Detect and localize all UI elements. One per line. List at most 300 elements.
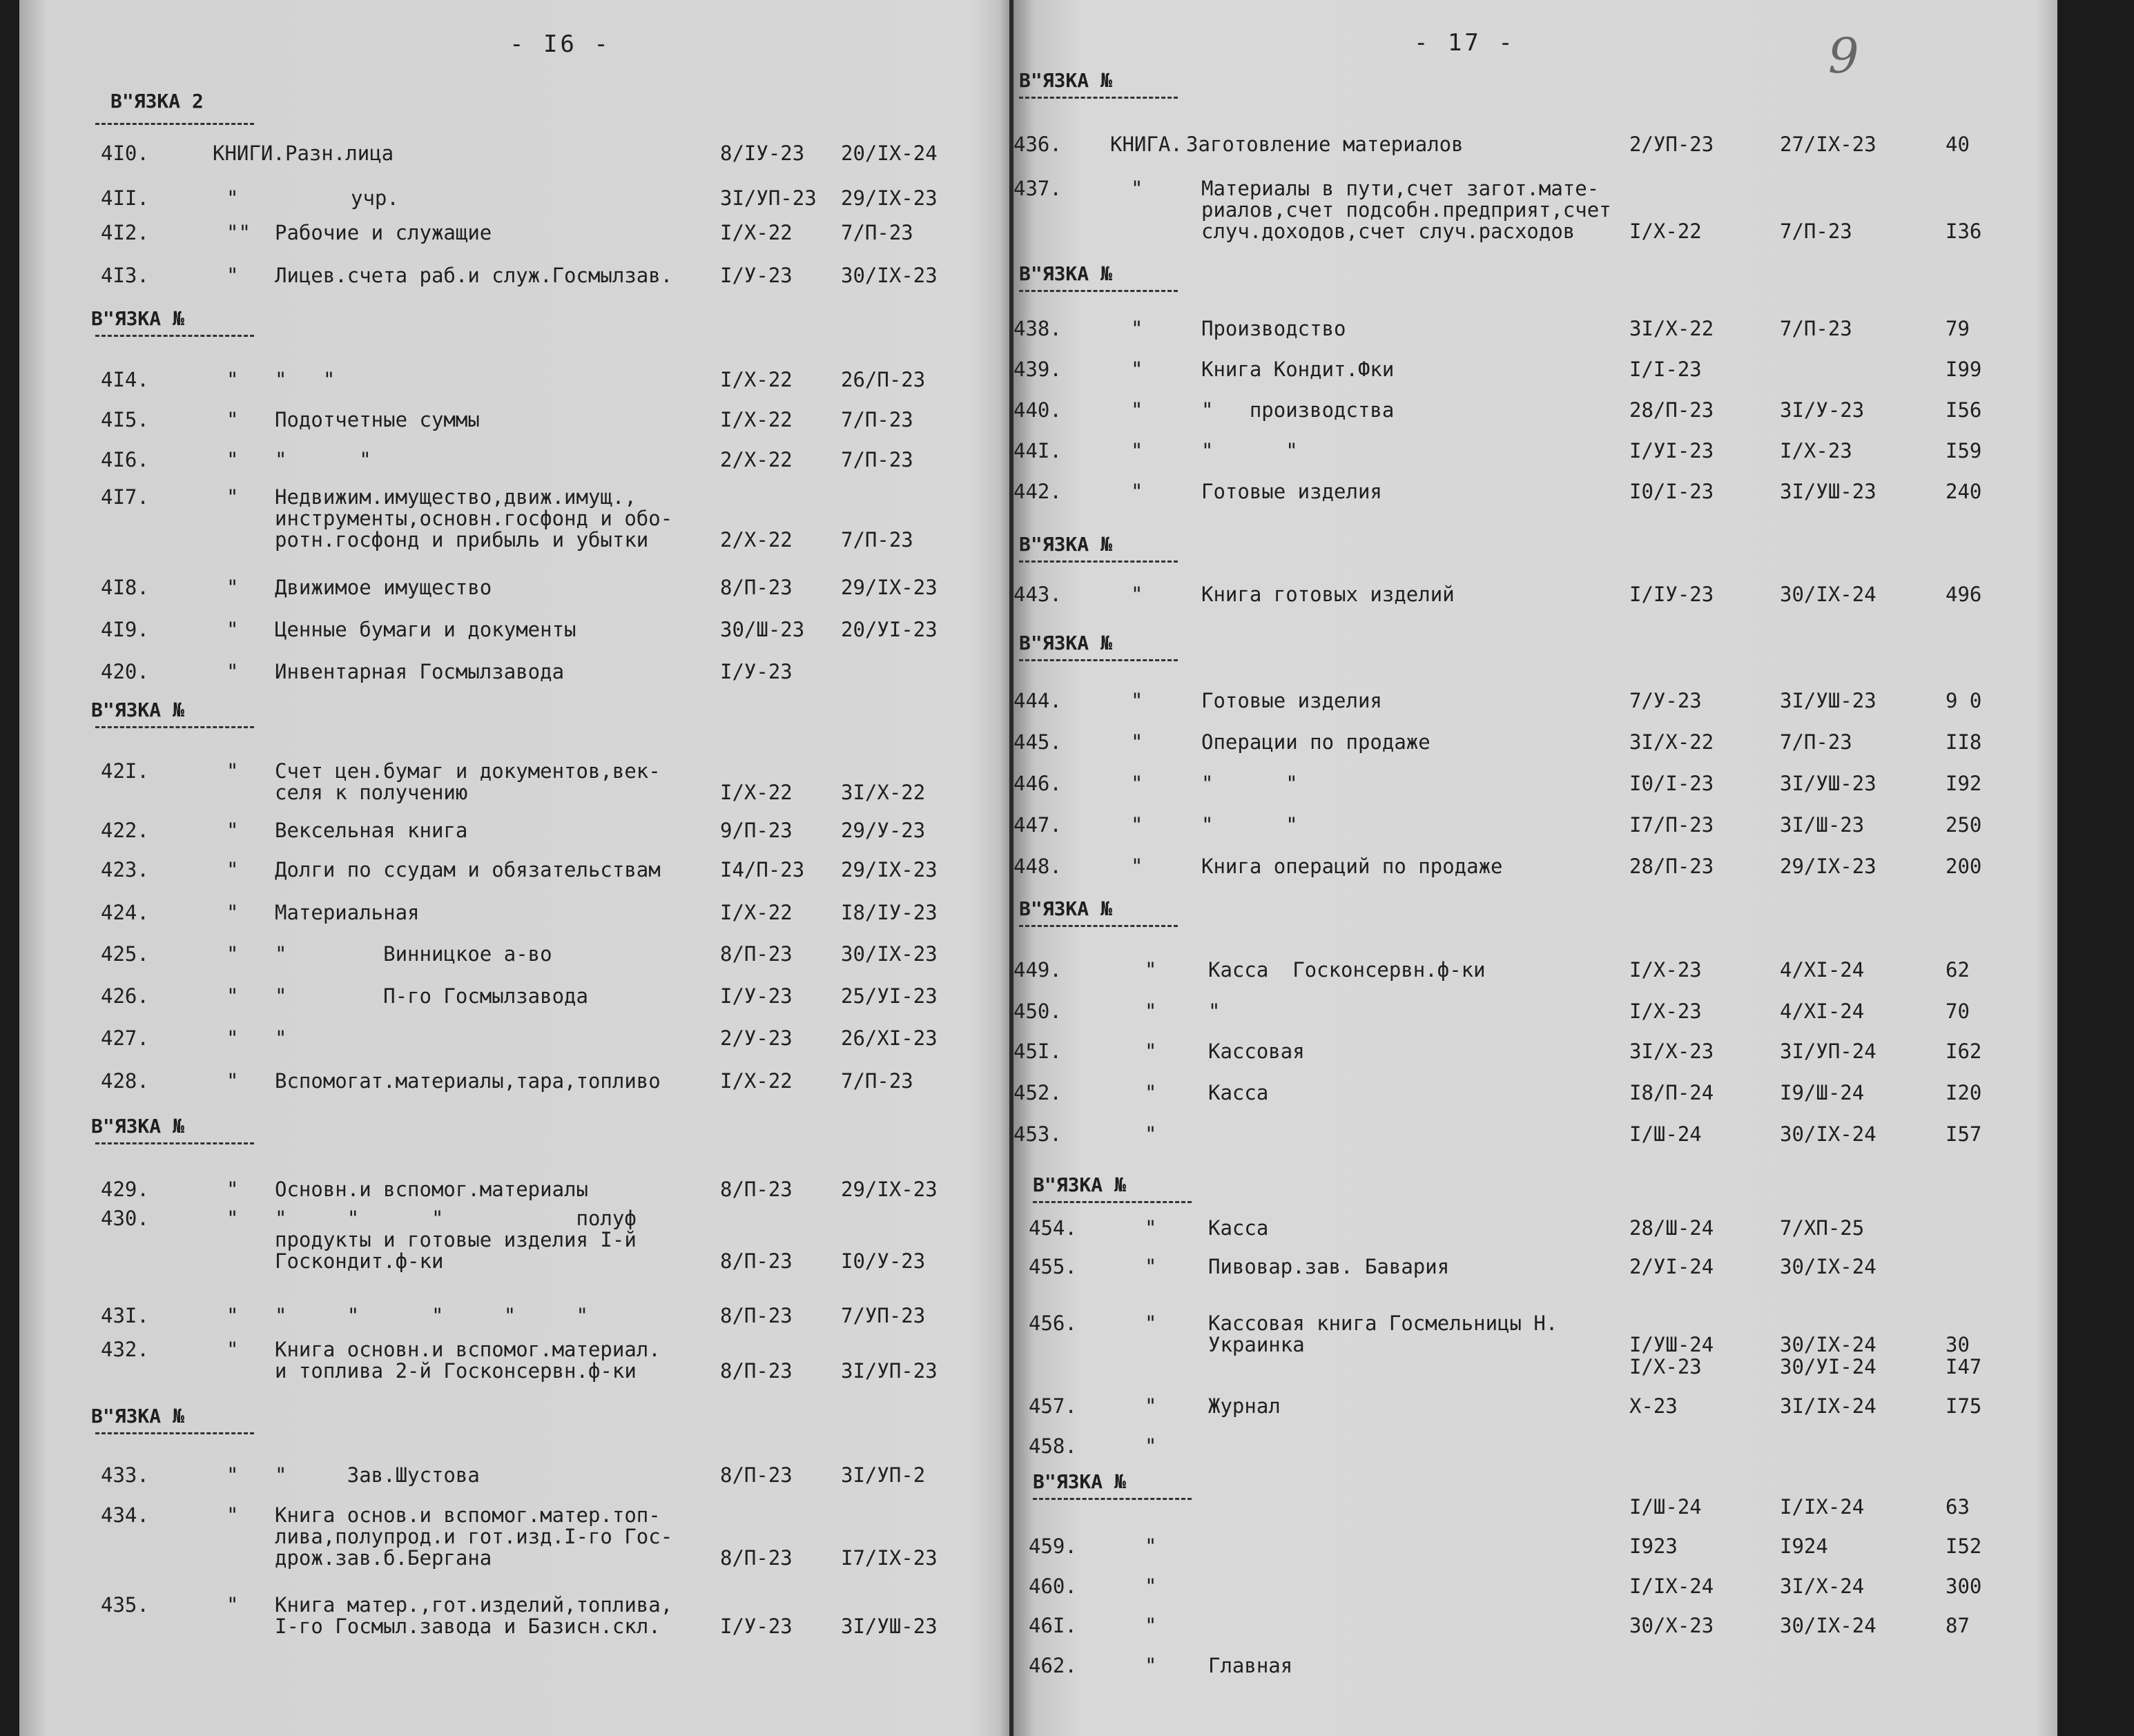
row-start-date: I/Ш-24 xyxy=(1629,1495,1702,1519)
row-number: 458. xyxy=(1029,1434,1077,1458)
row-mark: " xyxy=(226,1304,239,1327)
row-end-date: 4/XI-24 xyxy=(1780,999,1865,1023)
section-rule xyxy=(95,1142,254,1144)
row-mark: " xyxy=(1131,730,1143,754)
row-number: 4I3. xyxy=(101,264,149,287)
row-sheet-count: II8 xyxy=(1946,730,1982,754)
row-mark: " xyxy=(226,576,239,599)
row-end-date: 29/У-23 xyxy=(841,819,926,842)
row-title: " " xyxy=(275,448,371,471)
row-start-date: 2/У-23 xyxy=(720,1026,793,1050)
row-mark: " xyxy=(1145,1216,1157,1240)
row-number: 4I8. xyxy=(101,576,149,599)
bundle-header: В"ЯЗКА № xyxy=(91,699,184,721)
row-start-date: 8/П-23 xyxy=(720,1178,793,1201)
row-title: Рабочие и служащие xyxy=(275,221,492,244)
left-page xyxy=(19,0,1013,1736)
row-start-date: I/X-23 xyxy=(1629,958,1702,982)
row-sheet-count: 63 xyxy=(1946,1495,1970,1519)
row-mark: " xyxy=(1131,583,1143,606)
row-end-date: 20/УI-23 xyxy=(841,618,938,641)
row-end-date: 30/IX-24 xyxy=(1780,1122,1876,1146)
row-start-date: I0/I-23 xyxy=(1629,480,1714,503)
row-end-date: I924 xyxy=(1780,1534,1828,1558)
row-start-date: I4/П-23 xyxy=(720,858,805,881)
row-title: Лицев.счета раб.и служ.Госмылзав. xyxy=(275,264,673,287)
row-start-date: 2/X-22 xyxy=(720,528,793,552)
right-page xyxy=(1013,0,2057,1736)
row-end-date: 30/IX-23 xyxy=(841,942,938,966)
row-number: 4I0. xyxy=(101,142,149,165)
row-start-date: I/X-22 xyxy=(1629,220,1702,243)
row-number: 4I5. xyxy=(101,408,149,431)
row-number: 433. xyxy=(101,1463,149,1487)
section-rule xyxy=(95,1432,254,1434)
row-number: 454. xyxy=(1029,1216,1077,1240)
row-number: 43I. xyxy=(101,1304,149,1327)
row-mark: " xyxy=(226,1178,239,1201)
row-number: 462. xyxy=(1029,1654,1077,1677)
row-title: Касса Госконсервн.ф-ки xyxy=(1208,958,1486,982)
row-mark: " xyxy=(1145,1255,1157,1278)
row-number: 432. xyxy=(101,1338,149,1361)
row-end-date: 20/IX-24 xyxy=(841,142,938,165)
right-page-number: - 17 - xyxy=(1414,29,1515,57)
row-end-date: 3I/IX-24 xyxy=(1780,1394,1876,1418)
row-mark: " xyxy=(226,618,239,641)
row-mark: " xyxy=(226,858,239,881)
row-start-date: 7/У-23 xyxy=(1629,689,1702,712)
row-start-date: I/Ш-24 xyxy=(1629,1122,1702,1146)
row-sheet-count: I59 xyxy=(1946,439,1982,462)
row-title: " " xyxy=(275,368,336,391)
row-sheet-count: I20 xyxy=(1946,1081,1982,1104)
bundle-header: В"ЯЗКА № xyxy=(1033,1173,1126,1196)
section-rule xyxy=(95,726,254,728)
row-number: 460. xyxy=(1029,1574,1077,1598)
row-mark: " xyxy=(226,942,239,966)
row-start-date: I/У-23 xyxy=(720,660,793,683)
row-start-date: I8/П-24 xyxy=(1629,1081,1714,1104)
row-mark: " xyxy=(226,759,239,783)
row-mark: " xyxy=(226,186,239,210)
row-end-date: 7/П-23 xyxy=(841,408,913,431)
row-title: Основн.и вспомог.материалы xyxy=(275,1178,588,1201)
row-start-date: I/X-22 xyxy=(720,221,793,244)
row-end-date: 7/П-23 xyxy=(841,448,913,471)
row-start-date: I7/П-23 xyxy=(1629,813,1714,837)
row-title: Производство xyxy=(1201,317,1346,340)
row-number: 422. xyxy=(101,819,149,842)
row-sheet-count: 250 xyxy=(1946,813,1982,837)
row-start-date: I/У-23 xyxy=(720,264,793,287)
row-number: 449. xyxy=(1013,958,1062,982)
row-sheet-count: 9 0 xyxy=(1946,689,1982,712)
row-title: Операции по продаже xyxy=(1201,730,1430,754)
row-title: Материальная xyxy=(275,901,420,924)
bundle-header: В"ЯЗКА № xyxy=(1033,1470,1126,1493)
row-title: " " xyxy=(1201,439,1298,462)
row-number: 455. xyxy=(1029,1255,1077,1278)
row-number: 459. xyxy=(1029,1534,1077,1558)
row-title: " производства xyxy=(1201,398,1395,422)
row-end-date: 29/IX-23 xyxy=(841,186,938,210)
row-mark: " xyxy=(1145,1614,1157,1637)
row-number: 428. xyxy=(101,1069,149,1093)
row-start-date: 3I/X-22 xyxy=(1629,730,1714,754)
row-start-date: 3I/X-23 xyxy=(1629,1040,1714,1063)
row-title: Книга операций по продаже xyxy=(1201,855,1503,878)
row-title: Касса xyxy=(1208,1081,1269,1104)
row-mark: " xyxy=(226,819,239,842)
row-sheet-count: I92 xyxy=(1946,772,1982,795)
row-mark: КНИГА. xyxy=(1110,133,1183,156)
row-number: 427. xyxy=(101,1026,149,1050)
row-start-date: I/УI-23 xyxy=(1629,439,1714,462)
row-start-date: 30/Ш-23 xyxy=(720,618,805,641)
row-sheet-count: I47 xyxy=(1946,1355,1982,1378)
section-rule xyxy=(1019,659,1178,661)
row-end-date: 25/УI-23 xyxy=(841,984,938,1008)
row-mark: " xyxy=(1145,1122,1157,1146)
row-end-date: 3I/УШ-23 xyxy=(1780,772,1876,795)
row-number: 4I2. xyxy=(101,221,149,244)
row-title: " П-го Госмылзавода xyxy=(275,984,588,1008)
row-end-date: 30/IX-24 xyxy=(1780,1333,1876,1356)
bundle-header: В"ЯЗКА № xyxy=(1019,897,1112,920)
row-title: Книга матер.,гот.изделий,топлива, I-го Госмыл.завода и Базисн.скл. xyxy=(275,1593,673,1638)
row-end-date: 7/XП-25 xyxy=(1780,1216,1865,1240)
row-start-date: 2/X-22 xyxy=(720,448,793,471)
section-rule xyxy=(1019,97,1178,99)
section-rule xyxy=(95,335,254,337)
row-mark: " xyxy=(1145,1311,1157,1335)
row-mark: " xyxy=(226,984,239,1008)
row-start-date: I/УШ-24 xyxy=(1629,1333,1714,1356)
row-number: 426. xyxy=(101,984,149,1008)
row-mark: " xyxy=(226,408,239,431)
row-number: 4I6. xyxy=(101,448,149,471)
row-number: 420. xyxy=(101,660,149,683)
row-title: Вексельная книга xyxy=(275,819,468,842)
row-sheet-count: I75 xyxy=(1946,1394,1982,1418)
row-mark: "" xyxy=(226,221,251,244)
row-number: 42I. xyxy=(101,759,149,783)
row-mark: " xyxy=(1145,1654,1157,1677)
row-number: 448. xyxy=(1013,855,1062,878)
section-rule xyxy=(1019,560,1178,563)
row-number: 445. xyxy=(1013,730,1062,754)
row-sheet-count: I57 xyxy=(1946,1122,1982,1146)
row-mark: " xyxy=(1131,772,1143,795)
row-number: 447. xyxy=(1013,813,1062,837)
row-number: 438. xyxy=(1013,317,1062,340)
row-end-date: 30/IX-24 xyxy=(1780,1614,1876,1637)
row-sheet-count: I56 xyxy=(1946,398,1982,422)
row-number: 425. xyxy=(101,942,149,966)
row-number: 444. xyxy=(1013,689,1062,712)
left-page-number: - I6 - xyxy=(510,30,611,58)
row-end-date: 3I/УШ-23 xyxy=(1780,689,1876,712)
row-mark: " xyxy=(1131,480,1143,503)
row-end-date: I9/Ш-24 xyxy=(1780,1081,1865,1104)
row-number: 452. xyxy=(1013,1081,1062,1104)
row-start-date: 28/П-23 xyxy=(1629,398,1714,422)
row-start-date: I/У-23 xyxy=(720,984,793,1008)
row-start-date: 8/П-23 xyxy=(720,1359,793,1383)
row-number: 442. xyxy=(1013,480,1062,503)
row-title: Пивовар.зав. Бавария xyxy=(1208,1255,1450,1278)
row-mark: " xyxy=(1131,813,1143,837)
row-end-date: I/IX-24 xyxy=(1780,1495,1865,1519)
row-number: 424. xyxy=(101,901,149,924)
row-mark: " xyxy=(226,264,239,287)
row-number: 440. xyxy=(1013,398,1062,422)
row-mark: " xyxy=(226,448,239,471)
row-end-date: 3I/УШ-23 xyxy=(841,1615,938,1638)
row-title: " Винницкое а-во xyxy=(275,942,552,966)
row-start-date: I/IУ-23 xyxy=(1629,583,1714,606)
row-end-date: 3I/УШ-23 xyxy=(1780,480,1876,503)
bundle-header: В"ЯЗКА № xyxy=(91,1405,184,1427)
row-mark: " xyxy=(226,368,239,391)
row-title: Заготовление материалов xyxy=(1186,133,1464,156)
row-number: 453. xyxy=(1013,1122,1062,1146)
row-start-date: I/X-23 xyxy=(1629,1355,1702,1378)
row-number: 436. xyxy=(1013,133,1062,156)
row-start-date: 8/IУ-23 xyxy=(720,142,805,165)
row-sheet-count: 300 xyxy=(1946,1574,1982,1598)
bundle-header: В"ЯЗКА № xyxy=(1019,262,1112,285)
row-sheet-count: 30 xyxy=(1946,1333,1970,1356)
row-sheet-count: 79 xyxy=(1946,317,1970,340)
bundle-header: В"ЯЗКА № xyxy=(1019,632,1112,654)
row-start-date: 8/П-23 xyxy=(720,1463,793,1487)
row-title: Книга основн.и вспомог.материал. и топлива 2-й Госконсервн.ф-ки xyxy=(275,1338,661,1383)
row-mark: " xyxy=(1145,1574,1157,1598)
row-end-date: 7/П-23 xyxy=(841,528,913,552)
row-start-date: 28/Ш-24 xyxy=(1629,1216,1714,1240)
row-end-date: 3I/Ш-23 xyxy=(1780,813,1865,837)
row-sheet-count: 87 xyxy=(1946,1614,1970,1637)
section-rule xyxy=(1033,1498,1192,1500)
row-mark: " xyxy=(1145,1434,1157,1458)
row-end-date: 3I/УП-23 xyxy=(841,1359,938,1383)
row-end-date: I/X-23 xyxy=(1780,439,1852,462)
row-start-date: 8/П-23 xyxy=(720,1249,793,1273)
row-sheet-count: I36 xyxy=(1946,220,1982,243)
row-end-date: 4/XI-24 xyxy=(1780,958,1865,982)
row-mark: " xyxy=(1131,177,1143,200)
row-start-date: 30/X-23 xyxy=(1629,1614,1714,1637)
row-title: Журнал xyxy=(1208,1394,1281,1418)
row-number: 446. xyxy=(1013,772,1062,795)
section-rule xyxy=(95,123,254,125)
row-start-date: 8/П-23 xyxy=(720,576,793,599)
row-mark: " xyxy=(226,1026,239,1050)
row-number: 4I7. xyxy=(101,485,149,509)
row-end-date: I7/IX-23 xyxy=(841,1546,938,1570)
row-title: " " xyxy=(1201,813,1298,837)
row-start-date: I/X-22 xyxy=(720,408,793,431)
bundle-header: В"ЯЗКА № xyxy=(1019,533,1112,556)
row-mark: " xyxy=(1145,1534,1157,1558)
row-number: 4I9. xyxy=(101,618,149,641)
row-number: 4II. xyxy=(101,186,149,210)
row-title: " " " " " xyxy=(275,1304,588,1327)
row-end-date: 3I/X-22 xyxy=(841,781,926,804)
row-mark: " xyxy=(1145,999,1157,1023)
row-number: 443. xyxy=(1013,583,1062,606)
row-title: " " " полуф продукты и готовые изделия I-й Госкондит.ф-ки xyxy=(275,1207,637,1273)
row-start-date: I0/I-23 xyxy=(1629,772,1714,795)
row-start-date: I/X-22 xyxy=(720,901,793,924)
row-title: Подотчетные суммы xyxy=(275,408,480,431)
row-start-date: 3I/УП-23 xyxy=(720,186,817,210)
row-mark: " xyxy=(1131,398,1143,422)
row-end-date: 3I/УП-24 xyxy=(1780,1040,1876,1063)
row-title: Вспомогат.материалы,тара,топливо xyxy=(275,1069,661,1093)
row-title: " xyxy=(1208,999,1221,1023)
bundle-header: В"ЯЗКА № xyxy=(91,307,184,330)
row-mark: " xyxy=(1145,1394,1157,1418)
row-end-date: 7/П-23 xyxy=(841,221,913,244)
row-mark: " xyxy=(1131,439,1143,462)
row-number: 435. xyxy=(101,1593,149,1617)
row-title: Кассовая xyxy=(1208,1040,1305,1063)
row-end-date: I0/У-23 xyxy=(841,1249,926,1273)
row-start-date: I/I-23 xyxy=(1629,358,1702,381)
row-title: Долги по ссудам и обязательствам xyxy=(275,858,661,881)
row-number: 450. xyxy=(1013,999,1062,1023)
row-end-date: 26/XI-23 xyxy=(841,1026,938,1050)
row-end-date: 29/IX-23 xyxy=(841,858,938,881)
row-title: Материалы в пути,счет загот.мате- риалов,счет подсобн.предприят,счет случ.доходов,счет случ.расходов xyxy=(1201,177,1611,243)
row-mark: " xyxy=(226,485,239,509)
row-sheet-count: 200 xyxy=(1946,855,1982,878)
row-title: Книга готовых изделий xyxy=(1201,583,1455,606)
row-title: Движимое имущество xyxy=(275,576,492,599)
row-title: Книга Кондит.Фки xyxy=(1201,358,1395,381)
row-start-date: I/X-22 xyxy=(720,368,793,391)
bundle-header: В"ЯЗКА № xyxy=(1019,69,1112,92)
row-end-date: 30/IX-24 xyxy=(1780,1255,1876,1278)
row-mark: " xyxy=(1131,317,1143,340)
row-mark: " xyxy=(226,1593,239,1617)
section-rule xyxy=(1019,925,1178,927)
row-end-date: 7/УП-23 xyxy=(841,1304,926,1327)
row-number: 4I4. xyxy=(101,368,149,391)
row-title: Ценные бумаги и документы xyxy=(275,618,576,641)
row-title: Готовые изделия xyxy=(1201,480,1382,503)
bundle-header: В"ЯЗКА № xyxy=(91,1115,184,1138)
row-end-date: 7/П-23 xyxy=(1780,317,1852,340)
row-mark: " xyxy=(1131,689,1143,712)
row-title: Разн.лица xyxy=(285,142,394,165)
row-sheet-count: 62 xyxy=(1946,958,1970,982)
row-number: 45I. xyxy=(1013,1040,1062,1063)
row-title: Недвижим.имущество,движ.имущ., инструменты,основн.госфонд и обо- ротн.госфонд и прибыль и убытки xyxy=(275,485,673,552)
row-title: Счет цен.бумаг и документов,век- селя к получению xyxy=(275,759,661,804)
row-end-date: 7/П-23 xyxy=(841,1069,913,1093)
row-mark: " xyxy=(226,1207,239,1230)
row-mark: " xyxy=(226,1069,239,1093)
row-mark: " xyxy=(226,901,239,924)
row-title: Кассовая книга Госмельницы Н. Украинка xyxy=(1208,1311,1558,1356)
row-end-date: 7/П-23 xyxy=(1780,730,1852,754)
row-mark: " xyxy=(226,660,239,683)
row-mark: " xyxy=(1145,1040,1157,1063)
row-end-date: 27/IX-23 xyxy=(1780,133,1876,156)
row-mark: " xyxy=(1131,358,1143,381)
row-title: Инвентарная Госмылзавода xyxy=(275,660,565,683)
row-start-date: X-23 xyxy=(1629,1394,1678,1418)
row-title: Касса xyxy=(1208,1216,1269,1240)
row-number: 46I. xyxy=(1029,1614,1077,1637)
row-mark: " xyxy=(226,1338,239,1361)
folio-mark: 9 xyxy=(1828,28,1859,84)
row-mark: " xyxy=(1131,855,1143,878)
row-start-date: 28/П-23 xyxy=(1629,855,1714,878)
row-mark: " xyxy=(1145,958,1157,982)
row-start-date: 8/П-23 xyxy=(720,1304,793,1327)
row-sheet-count: I62 xyxy=(1946,1040,1982,1063)
row-title: Главная xyxy=(1208,1654,1293,1677)
row-end-date: 3I/X-24 xyxy=(1780,1574,1865,1598)
row-sheet-count: I99 xyxy=(1946,358,1982,381)
row-sheet-count: I52 xyxy=(1946,1534,1982,1558)
row-end-date: I8/IУ-23 xyxy=(841,901,938,924)
row-number: 430. xyxy=(101,1207,149,1230)
row-start-date: I/X-22 xyxy=(720,1069,793,1093)
row-title: учр. xyxy=(351,186,399,210)
row-start-date: I/X-23 xyxy=(1629,999,1702,1023)
row-number: 434. xyxy=(101,1503,149,1527)
row-mark: КНИГИ. xyxy=(213,142,285,165)
row-number: 437. xyxy=(1013,177,1062,200)
row-end-date: 7/П-23 xyxy=(1780,220,1852,243)
row-number: 423. xyxy=(101,858,149,881)
row-title: Книга основ.и вспомог.матер.топ- лива,полупрод.и гот.изд.I-го Гос- дрож.зав.б.Бергана xyxy=(275,1503,673,1570)
row-start-date: 8/П-23 xyxy=(720,1546,793,1570)
row-mark: " xyxy=(226,1503,239,1527)
row-start-date: I/X-22 xyxy=(720,781,793,804)
row-mark: " xyxy=(226,1463,239,1487)
section-rule xyxy=(1033,1201,1192,1203)
row-end-date: 26/П-23 xyxy=(841,368,926,391)
row-start-date: I923 xyxy=(1629,1534,1678,1558)
row-sheet-count: 496 xyxy=(1946,583,1982,606)
row-end-date: 29/IX-23 xyxy=(841,1178,938,1201)
row-title: " Зав.Шустова xyxy=(275,1463,480,1487)
row-number: 44I. xyxy=(1013,439,1062,462)
row-end-date: 30/IX-23 xyxy=(841,264,938,287)
row-start-date: I/У-23 xyxy=(720,1615,793,1638)
row-start-date: 8/П-23 xyxy=(720,942,793,966)
row-title: Готовые изделия xyxy=(1201,689,1382,712)
row-start-date: I/IX-24 xyxy=(1629,1574,1714,1598)
row-sheet-count: 70 xyxy=(1946,999,1970,1023)
row-number: 457. xyxy=(1029,1394,1077,1418)
row-number: 456. xyxy=(1029,1311,1077,1335)
row-mark: " xyxy=(1145,1081,1157,1104)
row-end-date: 29/IX-23 xyxy=(1780,855,1876,878)
row-number: 439. xyxy=(1013,358,1062,381)
row-end-date: 3I/УП-2 xyxy=(841,1463,926,1487)
row-title: " xyxy=(275,1026,287,1050)
row-number: 429. xyxy=(101,1178,149,1201)
row-sheet-count: 240 xyxy=(1946,480,1982,503)
